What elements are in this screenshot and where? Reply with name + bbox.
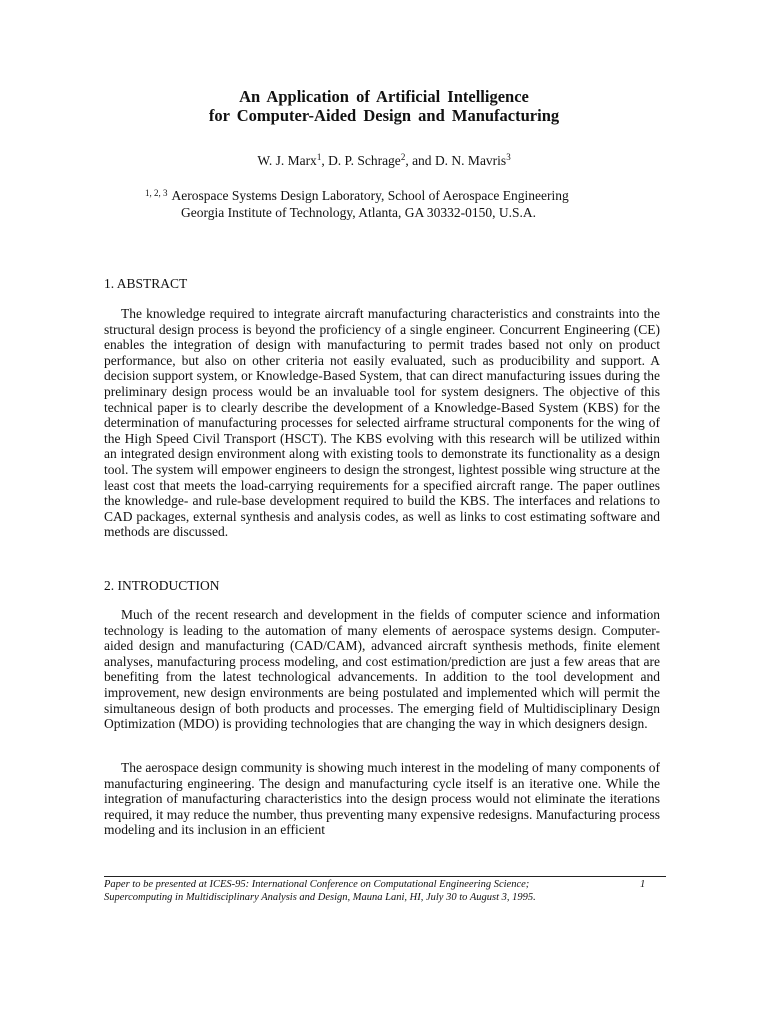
footnote-line-1: Paper to be presented at ICES-95: International Conference on Computational Engineering Science; <box>104 879 530 890</box>
paper-title-line-2: for Computer-Aided Design and Manufacturing <box>208 106 560 125</box>
page-number: 1 <box>640 879 646 890</box>
author-1-affiliation-mark: 1 <box>316 152 322 162</box>
author-1: W. J. Marx <box>257 153 317 168</box>
affiliation <box>145 185 665 221</box>
footnote <box>104 879 660 904</box>
paper-title-line-1: An Application of Artificial Intelligence <box>239 87 529 106</box>
affiliation-marks: 1, 2, 3 <box>145 188 168 198</box>
author-separator: , and <box>405 153 435 168</box>
introduction-paragraph-1: Much of the recent research and development in the fields of computer science and information technology is leading to the automation of many elements of aerospace systems design. Computer-aided design and manufacturing (CAD/CAM), advanced aircraft synthesis methods, finite element analyses, manufacturing process modeling, and cost estimation/prediction are just a few areas that are benefiting from the latest technological advancements. In addition to the tool development and improvement, new design environments are being postulated and implemented which will permit the simultaneous design of both products and processes. The emerging field of Multidisciplinary Design Optimization (MDO) is providing technologies that are changing the way in which designers design. <box>104 607 660 732</box>
affiliation-line-2: Georgia Institute of Technology, Atlanta, GA 30332-0150, U.S.A. <box>181 204 537 220</box>
footer-divider <box>104 876 666 877</box>
author-separator: , <box>321 153 329 168</box>
author-2: D. P. Schrage <box>328 153 401 168</box>
author-3: D. N. Mavris <box>434 153 507 168</box>
affiliation-line-1: Aerospace Systems Design Laboratory, School of Aerospace Engineering <box>171 188 569 203</box>
author-3-affiliation-mark: 3 <box>506 152 511 162</box>
author-list <box>0 152 768 169</box>
abstract-heading: 1. ABSTRACT <box>104 276 188 291</box>
footnote-line-2: Supercomputing in Multidisciplinary Analysis and Design, Mauna Lani, HI, July 30 to August 3, 1995. <box>104 891 536 903</box>
introduction-heading: 2. INTRODUCTION <box>104 578 220 593</box>
introduction-paragraph-2: The aerospace design community is showing much interest in the modeling of many components of manufacturing engineering. The design and manufacturing cycle itself is an iterative one. While the integration of manufacturing characteristics into the design process would not eliminate the iterations required, it may reduce the number, thus preventing many expensive redesigns. Manufacturing process modeling and its inclusion in an efficient <box>104 760 660 838</box>
abstract-paragraph: The knowledge required to integrate aircraft manufacturing characteristics and constraints into the structural design process is beyond the proficiency of a single engineer. Concurrent Engineering (CE) enables the integration of design with manufacturing to permit trades based not only on product performance, but also on other criteria not easily evaluated, such as producibility and support. A decision support system, or Knowledge-Based System, that can direct manufacturing issues during the preliminary design process would be an invaluable tool for system designers. The objective of this technical paper is to clearly describe the development of a Knowledge-Based System (KBS) for the determination of manufacturing processes for selected airframe structural components for the wing of the High Speed Civil Transport (HSCT). The KBS evolving with this research will be utilized within an integrated design environment along with existing tools to demonstrate its functionality as a design tool. The system will empower engineers to design the strongest, lightest possible wing structure at the least cost that meets the load-carrying requirements for a specified aircraft range. The paper outlines the knowledge- and rule-base development required to build the KBS. The interfaces and relations to CAD packages, external synthesis and analysis codes, as well as links to cost estimating software and methods are discussed. <box>104 306 660 540</box>
author-2-affiliation-mark: 2 <box>400 152 406 162</box>
